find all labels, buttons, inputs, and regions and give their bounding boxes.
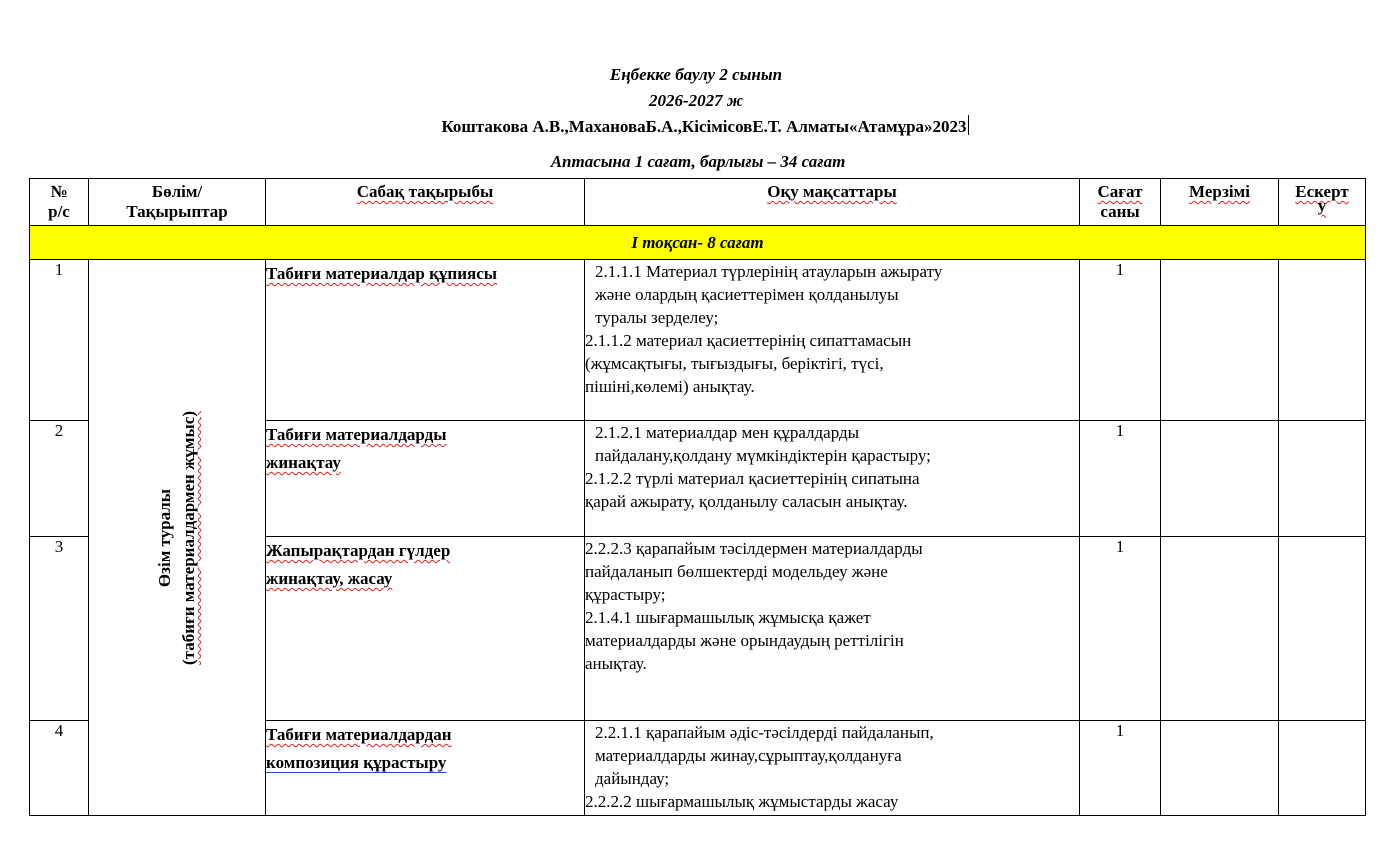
hours-count: 1 <box>1080 537 1161 721</box>
notes-cell <box>1279 537 1366 721</box>
notes-cell <box>1279 721 1366 816</box>
lesson-topic-line: жинақтау, жасау <box>266 569 393 588</box>
lesson-topic <box>266 421 585 537</box>
goal-line: 2.1.2.1 материалдар мен құралдарды <box>595 423 860 442</box>
authors-text: Коштакова А.В.,МахановаБ.А.,КісімісовЕ.Т. Алматы«Атамұра»2023 <box>441 117 967 136</box>
academic-year: 2026-2027 ж <box>648 91 744 110</box>
learning-goals <box>585 537 1080 721</box>
col-header-hours-line2: саны <box>1100 202 1140 221</box>
goal-line: дайындау; <box>595 769 670 788</box>
date-cell <box>1161 537 1279 721</box>
quarter-label: І тоқсан- 8 сағат <box>30 226 1366 260</box>
document-title: Еңбекке баулу 2 сынып <box>609 65 783 84</box>
row-number: 3 <box>30 537 89 721</box>
goal-line: пішіні,көлемі) анықтау. <box>585 377 755 396</box>
goal-line: (жұмсақтығы, тығыздығы, беріктігі, түсі, <box>585 354 884 373</box>
authors-line[interactable] <box>18 114 1383 140</box>
col-header-hours <box>1080 179 1161 226</box>
col-header-section <box>89 179 266 226</box>
lesson-topic-line: Табиғи материалдарды <box>266 425 447 444</box>
notes-cell <box>1279 421 1366 537</box>
lesson-plan-table <box>29 178 1366 816</box>
col-header-section-line2: Тақырыптар <box>126 202 228 221</box>
goal-line: материалдарды жинау,сұрыптау,қолдануға <box>595 746 902 765</box>
header-row <box>30 179 1366 226</box>
goal-line: 2.1.4.1 шығармашылық жұмысқа қажет <box>585 608 871 627</box>
goal-line: құрастыру; <box>585 585 666 604</box>
date-cell <box>1161 260 1279 421</box>
lesson-topic-line: Табиғи материалдардан <box>266 725 452 744</box>
lesson-topic-line: жинақтау <box>266 453 341 472</box>
goal-line: қарай ажырату, қолданылу саласын анықтау. <box>585 492 908 511</box>
lesson-topic-line: композиция құрастыру <box>266 753 447 772</box>
section-cell <box>89 260 266 816</box>
hours-count: 1 <box>1080 721 1161 816</box>
hours-note: Аптасына 1 сағат, барлығы – 34 сағат <box>550 152 846 171</box>
date-cell <box>1161 421 1279 537</box>
section-title: Өзім туралы <box>155 488 174 587</box>
notes-cell <box>1279 260 1366 421</box>
lesson-topic <box>266 721 585 816</box>
lesson-topic <box>266 260 585 421</box>
col-header-hours-line1: Сағат <box>1097 182 1143 201</box>
col-header-number-line1: № <box>50 182 68 201</box>
date-cell <box>1161 721 1279 816</box>
goal-line: 2.2.2.2 шығармашылық жұмыстарды жасау <box>585 792 899 811</box>
goal-line: 2.1.1.1 Материал түрлерінің атауларын ажырату <box>595 262 943 281</box>
row-number: 4 <box>30 721 89 816</box>
goal-line: туралы зерделеу; <box>595 308 719 327</box>
col-header-date-text: Мерзімі <box>1189 182 1250 201</box>
col-header-notes <box>1279 179 1366 226</box>
hours-count: 1 <box>1080 260 1161 421</box>
col-header-goals <box>585 179 1080 226</box>
quarter-row <box>30 226 1366 260</box>
table-row <box>30 260 1366 421</box>
lesson-topic-text: Табиғи материалдар құпиясы <box>266 264 498 283</box>
row-number: 1 <box>30 260 89 421</box>
col-header-notes-line2: у <box>1317 196 1327 215</box>
goal-line: анықтау. <box>585 654 647 673</box>
goal-line: пайдалану,қолдану мүмкіндіктерін қарастыру; <box>595 446 931 465</box>
col-header-goals-text: Оқу мақсаттары <box>767 182 897 201</box>
learning-goals <box>585 260 1080 421</box>
col-header-date <box>1161 179 1279 226</box>
learning-goals <box>585 421 1080 537</box>
lesson-topic <box>266 537 585 721</box>
goal-line: пайдаланып бөлшектерді модельдеу және <box>585 562 888 581</box>
goal-line: 2.1.2.2 түрлі материал қасиеттерінің сипатына <box>585 469 920 488</box>
goal-line: 2.1.1.2 материал қасиеттерінің сипаттамасын <box>585 331 912 350</box>
col-header-number <box>30 179 89 226</box>
row-number: 2 <box>30 421 89 537</box>
goal-line: 2.2.1.1 қарапайым әдіс-тәсілдерді пайдаланып, <box>595 723 934 742</box>
text-cursor <box>968 115 969 135</box>
document-header <box>0 62 1383 140</box>
goal-line: материалдарды және орындаудың реттілігін <box>585 631 904 650</box>
section-label <box>153 411 201 665</box>
col-header-notes-line1: Ескерт <box>1295 182 1349 201</box>
hours-count: 1 <box>1080 421 1161 537</box>
lesson-topic-line: Жапырақтардан гүлдер <box>266 541 451 560</box>
col-header-section-line1: Бөлім/ <box>151 182 203 201</box>
col-header-number-line2: р/с <box>48 202 70 221</box>
section-subtitle: (табиғи материалдармен жұмыс) <box>179 410 198 665</box>
col-header-topic-text: Сабақ тақырыбы <box>356 182 494 201</box>
goal-line: 2.2.2.3 қарапайым тәсілдермен материалдарды <box>585 539 923 558</box>
learning-goals <box>585 721 1080 816</box>
col-header-topic <box>266 179 585 226</box>
goal-line: және олардың қасиеттерімен қолданылуы <box>595 285 899 304</box>
